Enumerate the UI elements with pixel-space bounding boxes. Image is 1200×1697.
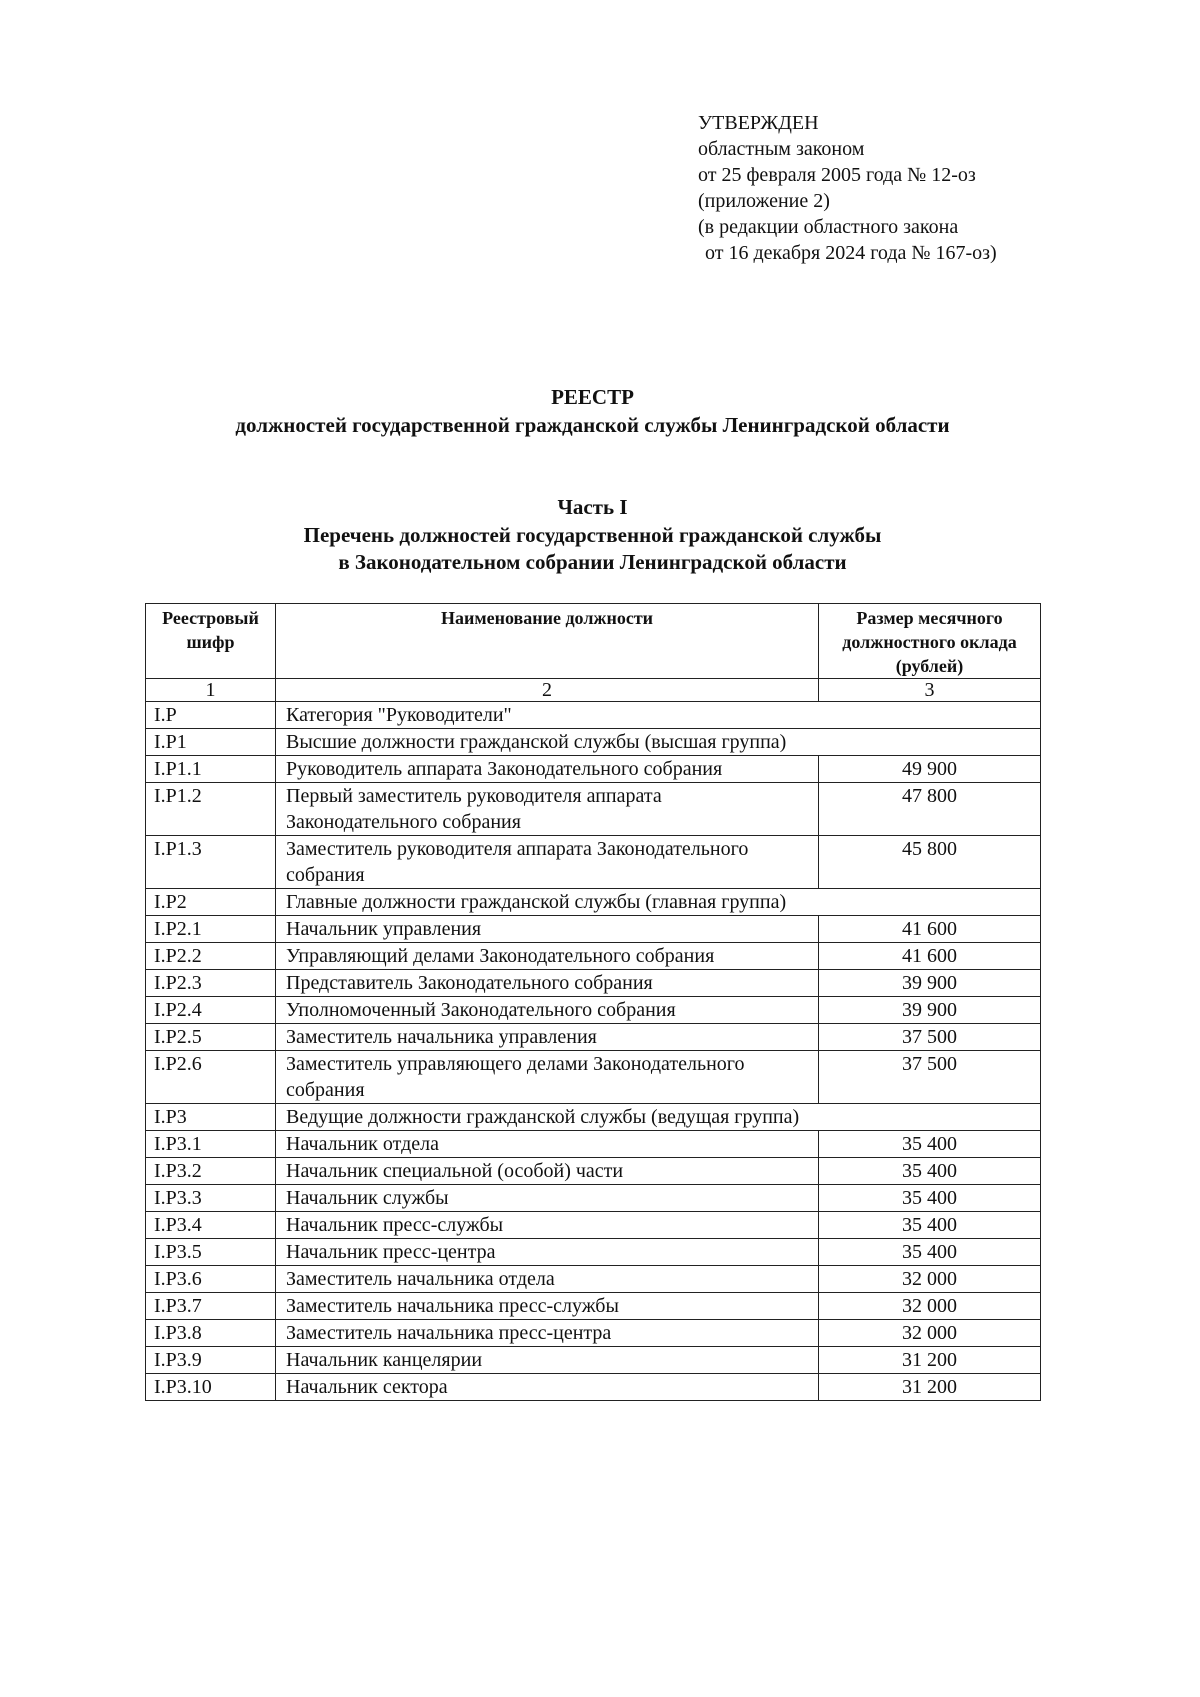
group-row <box>146 729 1041 756</box>
row-salary: 49 900 <box>819 756 1041 783</box>
row-code: I.P1 <box>146 729 276 756</box>
row-salary: 35 400 <box>819 1131 1041 1158</box>
document-title: РЕЕСТР <box>551 385 634 409</box>
row-position-name: Представитель Законодательного собрания <box>276 970 819 997</box>
row-position-name: Начальник сектора <box>276 1374 819 1401</box>
row-salary: 37 500 <box>819 1024 1041 1051</box>
header-name: Наименование должности <box>276 604 819 679</box>
row-position-name: Начальник отдела <box>276 1131 819 1158</box>
row-code: I.P3 <box>146 1104 276 1131</box>
row-position-name: Главные должности гражданской службы (главная группа) <box>276 889 1041 916</box>
row-code: I.P2.6 <box>146 1051 276 1104</box>
row-position-name: Начальник пресс-службы <box>276 1212 819 1239</box>
row-code: I.P2.5 <box>146 1024 276 1051</box>
table-row <box>146 1293 1041 1320</box>
row-code: I.P2.3 <box>146 970 276 997</box>
row-code: I.P2.4 <box>146 997 276 1024</box>
approval-stamp <box>698 110 997 266</box>
header-salary: Размер месячного должностного оклада (рублей) <box>819 604 1041 679</box>
row-code: I.P2.2 <box>146 943 276 970</box>
table-row <box>146 1051 1041 1104</box>
approval-line: УТВЕРЖДЕН <box>698 112 819 134</box>
row-salary: 41 600 <box>819 916 1041 943</box>
column-number: 3 <box>819 679 1041 702</box>
table-row <box>146 1320 1041 1347</box>
row-code: I.P3.1 <box>146 1131 276 1158</box>
row-salary: 31 200 <box>819 1374 1041 1401</box>
row-code: I.P3.2 <box>146 1158 276 1185</box>
row-salary: 45 800 <box>819 836 1041 889</box>
approval-line: (приложение 2) <box>698 190 830 212</box>
table-row <box>146 1374 1041 1401</box>
header-row <box>146 604 1041 679</box>
row-salary: 32 000 <box>819 1320 1041 1347</box>
table-row <box>146 1131 1041 1158</box>
document-subtitle: должностей государственной гражданской службы Ленинградской области <box>235 413 950 437</box>
table-row <box>146 836 1041 889</box>
row-salary: 39 900 <box>819 997 1041 1024</box>
part-title: в Законодательном собрании Ленинградской области <box>338 550 847 574</box>
approval-line: от 16 декабря 2024 года № 167-оз) <box>705 242 997 264</box>
row-position-name: Начальник специальной (особой) части <box>276 1158 819 1185</box>
part-heading: Часть I <box>557 495 628 519</box>
table-row <box>146 970 1041 997</box>
row-position-name: Начальник канцелярии <box>276 1347 819 1374</box>
table-row <box>146 1266 1041 1293</box>
row-salary: 41 600 <box>819 943 1041 970</box>
row-code: I.P3.3 <box>146 1185 276 1212</box>
row-salary: 35 400 <box>819 1239 1041 1266</box>
row-code: I.P3.7 <box>146 1293 276 1320</box>
row-position-name: Первый заместитель руководителя аппарата Законодательного собрания <box>276 783 819 836</box>
row-position-name: Категория "Руководители" <box>276 702 1041 729</box>
row-position-name: Начальник управления <box>276 916 819 943</box>
column-number-row <box>146 679 1041 702</box>
table-row <box>146 756 1041 783</box>
group-row <box>146 1104 1041 1131</box>
approval-line: областным законом <box>698 138 865 160</box>
row-position-name: Заместитель руководителя аппарата Законодательного собрания <box>276 836 819 889</box>
row-position-name: Начальник пресс-центра <box>276 1239 819 1266</box>
row-position-name: Заместитель управляющего делами Законодательного собрания <box>276 1051 819 1104</box>
row-code: I.P1.3 <box>146 836 276 889</box>
header-code: Реестровый шифр <box>146 604 276 679</box>
row-salary: 35 400 <box>819 1185 1041 1212</box>
row-salary: 35 400 <box>819 1212 1041 1239</box>
row-code: I.P2.1 <box>146 916 276 943</box>
row-salary: 35 400 <box>819 1158 1041 1185</box>
approval-line: от 25 февраля 2005 года № 12-оз <box>698 164 976 186</box>
row-code: I.P2 <box>146 889 276 916</box>
row-position-name: Управляющий делами Законодательного собрания <box>276 943 819 970</box>
table-row <box>146 1024 1041 1051</box>
row-position-name: Высшие должности гражданской службы (высшая группа) <box>276 729 1041 756</box>
row-code: I.P3.10 <box>146 1374 276 1401</box>
row-salary: 47 800 <box>819 783 1041 836</box>
row-code: I.P <box>146 702 276 729</box>
row-position-name: Заместитель начальника отдела <box>276 1266 819 1293</box>
row-code: I.P1.2 <box>146 783 276 836</box>
row-position-name: Руководитель аппарата Законодательного собрания <box>276 756 819 783</box>
row-position-name: Уполномоченный Законодательного собрания <box>276 997 819 1024</box>
group-row <box>146 889 1041 916</box>
row-code: I.P3.9 <box>146 1347 276 1374</box>
table-row <box>146 1185 1041 1212</box>
row-code: I.P3.5 <box>146 1239 276 1266</box>
table-row <box>146 943 1041 970</box>
column-number: 1 <box>146 679 276 702</box>
register-table <box>145 603 1041 1401</box>
row-code: I.P1.1 <box>146 756 276 783</box>
table-row <box>146 1212 1041 1239</box>
row-code: I.P3.4 <box>146 1212 276 1239</box>
row-code: I.P3.6 <box>146 1266 276 1293</box>
row-position-name: Заместитель начальника пресс-центра <box>276 1320 819 1347</box>
row-position-name: Начальник службы <box>276 1185 819 1212</box>
row-salary: 31 200 <box>819 1347 1041 1374</box>
row-position-name: Заместитель начальника управления <box>276 1024 819 1051</box>
row-code: I.P3.8 <box>146 1320 276 1347</box>
row-salary: 32 000 <box>819 1293 1041 1320</box>
row-position-name: Заместитель начальника пресс-службы <box>276 1293 819 1320</box>
row-salary: 37 500 <box>819 1051 1041 1104</box>
table-row <box>146 783 1041 836</box>
table-row <box>146 1347 1041 1374</box>
part-title: Перечень должностей государственной гражданской службы <box>303 523 882 547</box>
table-row <box>146 916 1041 943</box>
row-salary: 39 900 <box>819 970 1041 997</box>
approval-line: (в редакции областного закона <box>698 216 959 238</box>
row-position-name: Ведущие должности гражданской службы (ведущая группа) <box>276 1104 1041 1131</box>
column-number: 2 <box>276 679 819 702</box>
group-row <box>146 702 1041 729</box>
table-row <box>146 1239 1041 1266</box>
table-row <box>146 1158 1041 1185</box>
row-salary: 32 000 <box>819 1266 1041 1293</box>
table-row <box>146 997 1041 1024</box>
